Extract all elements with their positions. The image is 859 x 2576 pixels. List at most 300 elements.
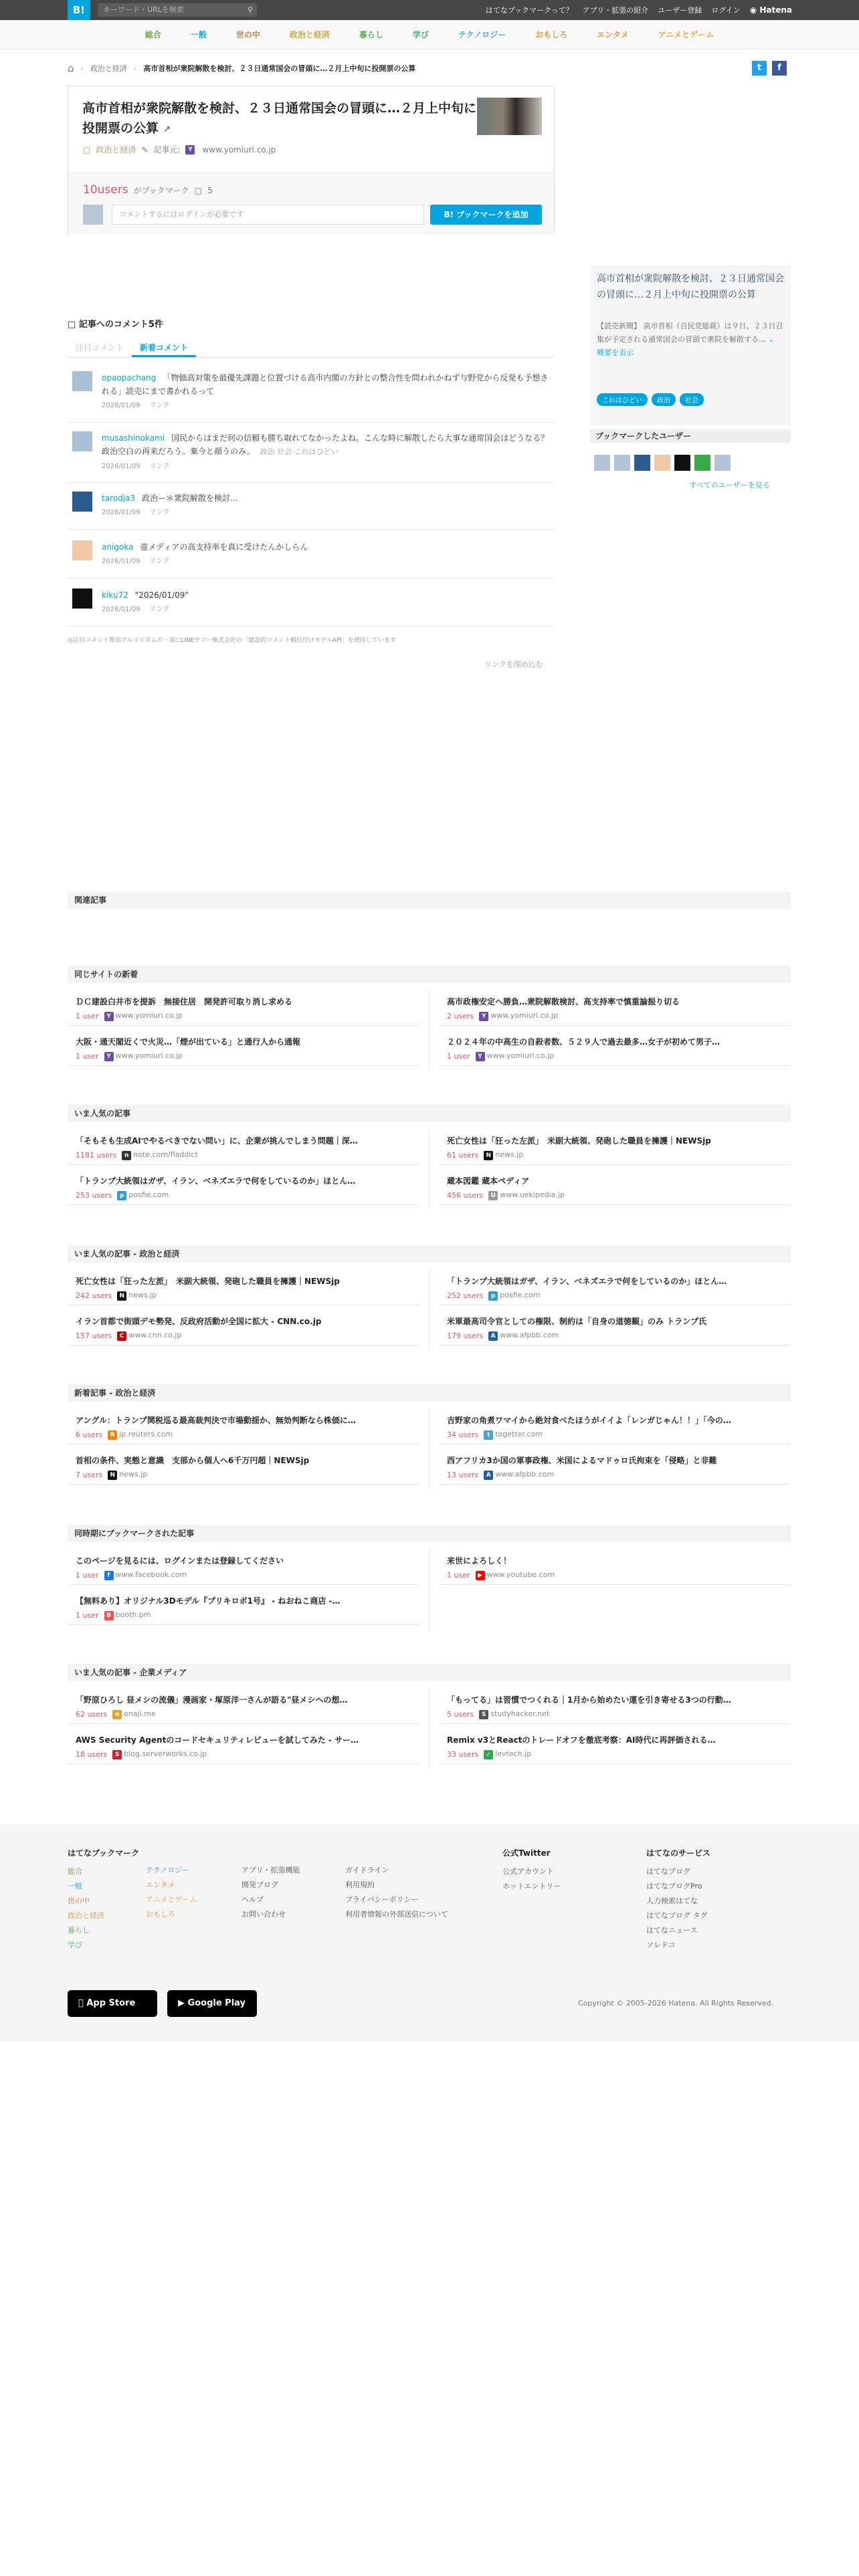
article-title[interactable]: 【無料あり】オリジナル3Dモデル『プリキロボ1号』 - ねおねこ商店 -…	[76, 1596, 341, 1606]
comment-link[interactable]: リンク	[149, 558, 170, 565]
entry-footer	[68, 172, 554, 235]
avatar[interactable]	[614, 455, 630, 471]
apps-link[interactable]: アプリ・拡張の紹介	[582, 6, 649, 15]
domain-text: studyhacker.net	[490, 1709, 550, 1718]
avatar[interactable]	[72, 431, 92, 451]
article-domain[interactable]	[104, 1610, 151, 1620]
article-users[interactable]: 179 users	[447, 1331, 484, 1340]
sidebar-summary-text	[597, 320, 784, 360]
avatar[interactable]	[72, 540, 92, 560]
comment-date: 2026/01/09	[102, 463, 140, 470]
domain-text: togetter.com	[495, 1430, 543, 1438]
comment-body	[102, 588, 554, 617]
article-users[interactable]: 1 user	[447, 1052, 470, 1061]
article-item[interactable]	[68, 1685, 419, 1724]
search-input[interactable]	[98, 3, 257, 17]
footer-link[interactable]: ガイドライン	[345, 1866, 389, 1874]
domain-text: posfie.com	[128, 1190, 169, 1199]
article-users[interactable]: 1181 users	[76, 1151, 117, 1160]
domain-text: www.yomiuri.co.jp	[115, 1011, 183, 1020]
article-title[interactable]: 死亡女性は「狂った左派」 米副大統領、発砲した職員を擁護｜NEWSjp	[76, 1277, 340, 1286]
article-item[interactable]	[439, 1406, 791, 1444]
article-domain[interactable]	[117, 1190, 169, 1200]
site-favicon-icon: ✓	[484, 1750, 493, 1759]
footer-link[interactable]: アプリ・拡張機能	[242, 1866, 300, 1874]
comment-user[interactable]: tarodja3	[102, 494, 136, 503]
article-meta	[76, 1709, 156, 1719]
divider	[68, 422, 555, 423]
avatar[interactable]	[72, 588, 92, 609]
sidebar-summary	[590, 265, 791, 425]
divider	[429, 1129, 430, 1209]
article-title[interactable]: 首相の条件、実態と意識 支部から個人へ6千万円超｜NEWSjp	[76, 1456, 310, 1465]
domain-text: jp.reuters.com	[119, 1430, 173, 1438]
comment-user[interactable]: musashinokami	[102, 433, 165, 443]
bookmark-icon: B!	[444, 210, 457, 219]
avatar[interactable]	[594, 455, 610, 471]
domain-text: onaji.me	[124, 1709, 156, 1718]
comment-user[interactable]: anigoka	[102, 542, 134, 552]
article-users[interactable]: 1 user	[447, 1571, 470, 1580]
article-title[interactable]: 来世によろしく！	[447, 1556, 512, 1566]
article-item[interactable]	[68, 1166, 419, 1205]
article-meta	[76, 1610, 151, 1620]
article-meta	[447, 1190, 565, 1200]
service-link[interactable]: はてなブログ タグ	[646, 1911, 708, 1920]
article-domain[interactable]	[476, 1570, 555, 1580]
tag[interactable]: これはひどい	[597, 393, 648, 406]
article-domain[interactable]	[488, 1190, 565, 1200]
about-link[interactable]: はてなブックマークって？	[485, 6, 573, 15]
article-item[interactable]	[439, 1725, 791, 1764]
article-meta	[447, 1291, 540, 1301]
nav-item-category[interactable]: 総合	[145, 30, 161, 39]
site-favicon-icon: U	[488, 1191, 498, 1200]
entry-thumbnail[interactable]	[477, 98, 542, 135]
entry-card	[68, 86, 555, 235]
article-title[interactable]: イラン首都で街頭デモ勢発、反政府活動が全国に拡大 - CNN.co.jp	[76, 1317, 322, 1326]
article-domain[interactable]	[117, 1291, 157, 1301]
service-link[interactable]: はてなブログPro	[646, 1882, 702, 1891]
comment-date: 2026/01/09	[102, 558, 140, 565]
nav-item-category[interactable]: 政治と経済	[289, 30, 330, 39]
comment-date: 2026/01/09	[102, 606, 140, 613]
article-title[interactable]: 高市政権安定へ勝負…衆院解散検討、高支持率で慎重論振り切る	[447, 997, 680, 1006]
entry-title[interactable]	[82, 98, 477, 140]
article-item[interactable]	[439, 1685, 791, 1724]
article-meta	[447, 1749, 531, 1759]
app-store-badge[interactable]	[68, 1990, 157, 2017]
domain-text: www.yomiuri.co.jp	[115, 1051, 183, 1060]
footer-link[interactable]: プライバシーポリシー	[345, 1895, 419, 1904]
site-favicon-icon: C	[117, 1331, 126, 1341]
article-title[interactable]: 西アフリカ3か国の軍事政権、米国によるマドゥロ氏拘束を「侵略」と非難	[447, 1456, 717, 1465]
comment-text: 「物価高対策を最優先課題と位置づける高市内閣の方針との整合性を問われかねず与野党から反発も予想される」読売にまで書かれるって	[102, 373, 549, 396]
article-domain[interactable]	[122, 1150, 198, 1160]
article-users[interactable]: 33 users	[447, 1750, 479, 1759]
footer-category-link[interactable]: エンタメ	[146, 1881, 175, 1889]
divider	[429, 990, 430, 1070]
footer-link[interactable]: お問い合わせ	[242, 1910, 286, 1919]
comment-text: "2026/01/09"	[134, 591, 189, 600]
site-favicon-icon: Y	[479, 1012, 488, 1021]
divider	[429, 1549, 430, 1629]
domain-text: www.yomiuri.co.jp	[490, 1011, 558, 1020]
divider	[68, 529, 555, 530]
site-favicon-icon: Y	[104, 1052, 114, 1061]
article-domain[interactable]	[488, 1331, 559, 1341]
site-favicon-icon: R	[108, 1430, 117, 1440]
comments-title	[68, 317, 163, 330]
nav-item-category[interactable]: テクノロジー	[458, 30, 506, 39]
app-store-label: App Store	[78, 1998, 127, 2008]
article-meta	[76, 1011, 183, 1021]
article-title[interactable]: Remix v3とReactのトレードオフを徹底考察：AI時代に再評価される…	[447, 1735, 716, 1745]
article-users[interactable]: 13 users	[447, 1471, 479, 1479]
avatar[interactable]	[694, 455, 710, 471]
comment-link[interactable]: リンク	[149, 606, 170, 613]
article-users[interactable]: 61 users	[447, 1151, 479, 1160]
footer-category-link[interactable]: 暮らし	[68, 1926, 90, 1935]
article-domain[interactable]	[484, 1150, 523, 1160]
site-favicon-icon: n	[122, 1151, 131, 1160]
comment-tags[interactable]: 政治 社会 これはひどい	[260, 447, 339, 456]
footer-link[interactable]: 利用規約	[345, 1881, 375, 1889]
article-title[interactable]: このページを見るには、ログインまたは登録してください	[76, 1556, 284, 1566]
facebook-icon[interactable]: f	[772, 61, 787, 76]
article-meta	[447, 1011, 558, 1021]
avatar[interactable]	[634, 455, 650, 471]
footer	[0, 1824, 859, 2042]
service-link[interactable]: ソレドコ	[646, 1941, 676, 1949]
domain-text: news.jp	[128, 1291, 157, 1299]
article-item[interactable]	[439, 1166, 791, 1205]
footer-col-app	[242, 1863, 300, 1922]
domain-text: www.youtube.com	[486, 1570, 555, 1579]
comment-count: 5	[207, 186, 213, 195]
avatar[interactable]	[72, 371, 92, 391]
service-link[interactable]: 人力検索はてな	[646, 1897, 698, 1905]
article-item[interactable]	[439, 1267, 791, 1305]
section-title: いま人気の記事	[68, 1105, 791, 1122]
section-title: 新着記事 - 政治と経済	[68, 1384, 791, 1402]
article-meta	[76, 1749, 207, 1759]
domain-text: www.uekipedia.jp	[500, 1190, 565, 1199]
comments-title-text: 記事へのコメント5件	[78, 320, 163, 330]
all-users-link[interactable]: すべてのユーザーを見る	[689, 481, 770, 490]
services-title: はてなのサービス	[646, 1848, 711, 1858]
article-users[interactable]: 456 users	[447, 1191, 484, 1200]
comment-body	[102, 431, 557, 473]
article-title[interactable]: 死亡女性は「狂った左派」 米副大統領、発砲した職員を擁護｜NEWSjp	[447, 1136, 711, 1146]
article-domain[interactable]	[104, 1011, 183, 1021]
article-meta	[447, 1331, 559, 1341]
avatar[interactable]	[714, 455, 731, 471]
comment-link[interactable]: リンク	[149, 402, 170, 409]
domain-text: note.com/fladdict	[133, 1150, 198, 1159]
search-icon[interactable]: ⚲	[247, 5, 253, 14]
external-link-icon: ↗	[163, 124, 171, 135]
summary-text: 【読売新聞】 高市首相（自民党総裁）は９日、２３日召集が予定される通常国会の冒頭で衆院を解散する…	[597, 322, 783, 344]
edit-icon[interactable]: ✎	[141, 144, 149, 154]
article-domain[interactable]	[112, 1709, 156, 1719]
bookmark-count[interactable]	[83, 183, 213, 197]
article-users[interactable]: 18 users	[76, 1750, 108, 1759]
article-title[interactable]: 蔵本図鑑 蔵本ペディア	[447, 1176, 530, 1186]
breadcrumb-chevron-icon: ›	[80, 64, 84, 73]
register-link[interactable]: ユーザー登録	[658, 6, 702, 15]
domain-text: news.jp	[495, 1150, 524, 1159]
section-title: いま人気の記事 - 政治と経済	[68, 1245, 791, 1263]
bookmark-label: がブックマーク	[133, 186, 189, 195]
article-domain[interactable]	[479, 1709, 549, 1719]
domain-text: news.jp	[119, 1470, 148, 1479]
article-users[interactable]: 6 users	[76, 1430, 103, 1439]
article-title[interactable]: 「もってる」は習慣でつくれる｜1月から始めたい運を引き寄せる3つの行動…	[447, 1695, 731, 1705]
footer-category-link[interactable]: 総合	[68, 1867, 82, 1876]
article-meta	[76, 1190, 169, 1200]
section-title: 同時期にブックマークされた記事	[68, 1525, 791, 1542]
article-domain[interactable]	[484, 1749, 531, 1759]
bookmarkers-title: ブックマークしたユーザー	[590, 429, 791, 443]
site-favicon-icon: N	[117, 1291, 126, 1301]
site-favicon-icon: p	[488, 1291, 498, 1301]
twitter-icon[interactable]: t	[752, 61, 767, 76]
nav-item-category[interactable]: おもしろ	[535, 30, 568, 39]
users-count: 10users	[83, 183, 128, 197]
article-domain[interactable]	[112, 1749, 207, 1759]
tag[interactable]: 社会	[680, 393, 704, 406]
article-title[interactable]: ＤＣ建設白井市を提訴 無接住居 開発許可取り消し求める	[76, 997, 293, 1006]
article-title[interactable]: 「トランプ大統領はガザ、イラン、ベネズエラで何をしているのか」ほとん…	[76, 1176, 356, 1186]
article-domain[interactable]	[104, 1570, 187, 1580]
article-users[interactable]: 242 users	[76, 1291, 112, 1300]
service-links	[646, 1864, 710, 1953]
article-users[interactable]: 1 user	[76, 1012, 99, 1021]
related-title: 関連記事	[68, 891, 791, 909]
section-title: いま人気の記事 - 企業メディア	[68, 1664, 791, 1681]
entry-domain[interactable]: www.yomiuri.co.jp	[202, 144, 276, 154]
home-icon[interactable]: ⌂	[68, 62, 74, 74]
article-domain[interactable]	[117, 1331, 181, 1341]
article-item[interactable]	[68, 1307, 419, 1346]
footer-link[interactable]: 利用者情報の外部送信について	[345, 1910, 448, 1919]
hatena-brand[interactable]: ◉ Hatena	[749, 5, 792, 15]
article-domain[interactable]	[104, 1051, 183, 1061]
footer-col-bookmark	[68, 1846, 139, 1953]
entry-title-text: 高市首相が衆院解散を検討、２３日通常国会の冒頭に…２月上中旬に投開票の公算	[82, 101, 477, 136]
article-title[interactable]: ２０２４年の中高生の自殺者数、５２９人で過去最多…女子が初めて男子…	[447, 1037, 721, 1047]
service-link[interactable]: はてなブログ	[646, 1867, 690, 1876]
article-item[interactable]	[68, 1027, 419, 1066]
source-label: 記事元:	[153, 145, 181, 154]
article-title[interactable]: 大阪・通天閣近くで火災…「煙が出ている」と通行人から通報	[76, 1037, 301, 1047]
nav-item-category[interactable]: 世の中	[235, 30, 260, 39]
article-users[interactable]: 1 user	[76, 1571, 99, 1580]
domain-text: posfie.com	[500, 1291, 541, 1299]
category-icon: ▢	[83, 144, 91, 154]
article-meta	[447, 1470, 554, 1480]
article-item[interactable]	[68, 1446, 419, 1485]
site-favicon-icon: Y	[476, 1052, 485, 1061]
article-domain[interactable]	[108, 1430, 173, 1440]
avatar[interactable]	[654, 455, 670, 471]
article-domain[interactable]	[108, 1470, 147, 1480]
domain-text: www.facebook.com	[115, 1570, 187, 1579]
service-link[interactable]: はてなニュース	[646, 1926, 698, 1935]
avatar[interactable]	[72, 492, 92, 512]
article-domain[interactable]	[484, 1430, 543, 1440]
article-item[interactable]	[439, 1027, 791, 1066]
twitter-link[interactable]: ホットエントリー	[502, 1882, 561, 1891]
domain-text: levtech.jp	[495, 1749, 532, 1758]
article-item[interactable]	[439, 1446, 791, 1485]
comment-tabs	[68, 339, 555, 358]
article-users[interactable]: 5 users	[447, 1710, 474, 1719]
avatar[interactable]	[674, 455, 690, 471]
article-item[interactable]	[439, 1126, 791, 1165]
footer-col-services	[646, 1846, 710, 1953]
comment-text: 壺メディアの高支持率を真に受けたんかしらん	[140, 542, 308, 552]
comment-user[interactable]: kiku72	[102, 591, 128, 600]
footer-category-list	[68, 1864, 139, 1953]
breadcrumb	[68, 60, 415, 76]
top-links	[486, 0, 792, 20]
divider	[429, 1688, 430, 1768]
article-item[interactable]	[439, 1546, 791, 1585]
comment-body	[102, 540, 554, 568]
footer-category-link[interactable]: おもしろ	[146, 1910, 175, 1919]
apple-icon	[78, 1998, 86, 2008]
article-title[interactable]: 米軍最高司令官としての権限、制約は「自身の道徳観」のみ トランプ氏	[447, 1317, 707, 1326]
article-item[interactable]	[68, 1586, 419, 1625]
article-meta	[447, 1150, 523, 1160]
domain-text: www.cnn.co.jp	[128, 1331, 182, 1339]
article-title[interactable]: アングル：トランプ関税巡る最高裁判決で市場動揺か、無効判断なら株価に…	[76, 1416, 356, 1425]
article-users[interactable]: 2 users	[447, 1012, 474, 1021]
site-favicon-icon: p	[117, 1191, 126, 1200]
article-users[interactable]: 62 users	[76, 1710, 108, 1719]
article-users[interactable]: 1 user	[76, 1052, 99, 1061]
breadcrumb-title: 高市首相が衆院解散を検討、２３日通常国会の冒頭に…２月上中旬に投開票の公算	[143, 64, 416, 73]
article-item[interactable]	[439, 987, 791, 1026]
footer-category-link[interactable]: アニメとゲーム	[146, 1895, 197, 1904]
entry-meta	[83, 144, 276, 155]
site-favicon-icon: f	[104, 1571, 114, 1580]
domain-text: booth.pm	[115, 1610, 151, 1619]
domain-text: www.yomiuri.co.jp	[486, 1051, 555, 1060]
divider	[68, 626, 555, 627]
google-play-badge[interactable]	[167, 1990, 257, 2017]
footer-link[interactable]: ヘルプ	[242, 1895, 264, 1904]
comment-link[interactable]: リンク	[149, 509, 170, 516]
article-users[interactable]: 253 users	[76, 1191, 112, 1200]
footer-category-link[interactable]: 政治と経済	[68, 1911, 104, 1920]
share-buttons	[752, 61, 787, 76]
article-item[interactable]	[68, 1546, 419, 1585]
article-domain[interactable]	[484, 1470, 554, 1480]
hatena-bookmark-logo[interactable]: B!	[68, 0, 90, 20]
comment-date: 2026/01/09	[102, 509, 140, 516]
summary-more-link[interactable]: ⌄ 概要を表示	[597, 335, 775, 357]
site-favicon-icon: A	[484, 1471, 493, 1480]
breadcrumb-chevron-icon: ›	[133, 64, 137, 73]
site-favicon-icon: o	[112, 1710, 122, 1719]
footer-link[interactable]: 開発ブログ	[242, 1881, 278, 1889]
article-domain[interactable]	[476, 1051, 555, 1061]
footer-title: はてなブックマーク	[68, 1848, 140, 1858]
article-item[interactable]	[68, 1406, 419, 1444]
article-meta	[76, 1470, 147, 1480]
breadcrumb-category[interactable]: 政治と経済	[90, 64, 127, 73]
article-title[interactable]: 「野原ひろし 昼メシの流儀」漫画家・塚原洋一さんが語る"昼メシへの想…	[76, 1695, 348, 1705]
footer-category-link[interactable]: 学び	[68, 1941, 82, 1949]
comment-icon: □	[68, 320, 79, 330]
article-title[interactable]: 「トランプ大統領はガザ、イラン、ベネズエラで何をしているのか」ほとん…	[447, 1277, 727, 1286]
article-item[interactable]	[68, 1267, 419, 1305]
article-users[interactable]: 1 user	[76, 1611, 99, 1620]
article-domain[interactable]	[488, 1291, 540, 1301]
site-favicon-icon: ▶	[476, 1571, 485, 1580]
comment-link[interactable]: リンク	[149, 463, 170, 470]
sidebar-title[interactable]: 高市首相が衆院解散を検討、２３日通常国会の冒頭に…２月上中旬に投開票の公算	[597, 274, 784, 300]
footer-col-legal	[345, 1863, 448, 1922]
footer-category-link[interactable]: テクノロジー	[146, 1866, 190, 1874]
nav-item-category[interactable]: 暮らし	[359, 30, 383, 39]
comment-body	[102, 492, 554, 520]
tag[interactable]: 政治	[652, 393, 676, 406]
site-favicon-icon: B	[104, 1611, 114, 1620]
twitter-link[interactable]: 公式アカウント	[502, 1867, 554, 1876]
site-favicon-icon: S	[479, 1710, 488, 1719]
comment-input[interactable]: コメントするにはログインが必要です	[112, 205, 424, 225]
tab-popular[interactable]: 注目コメント	[76, 343, 124, 352]
site-favicon-icon: S	[112, 1750, 122, 1759]
article-item[interactable]	[68, 987, 419, 1026]
domain-text: blog.serverworks.co.jp	[124, 1749, 207, 1758]
article-users[interactable]: 7 users	[76, 1471, 103, 1479]
article-item[interactable]	[68, 1725, 419, 1764]
embed-link[interactable]: リンクを埋め込む	[484, 660, 543, 669]
search-placeholder: キーワード・URLを検索	[103, 5, 184, 14]
footer-category-link[interactable]: 一般	[68, 1882, 82, 1891]
article-item[interactable]	[439, 1307, 791, 1346]
article-domain[interactable]	[479, 1011, 558, 1021]
tab-new[interactable]: 新着コメント	[132, 339, 196, 357]
summary-more-label: 概要を表示	[597, 348, 634, 357]
footer-category-link[interactable]: 世の中	[68, 1897, 90, 1905]
nav-item-category[interactable]: エンタメ	[597, 30, 629, 39]
article-title[interactable]: 「そもそも生成AIでやるべきでない問い」に、企業が挑んでしまう問題｜深…	[76, 1136, 358, 1146]
login-link[interactable]: ログイン	[711, 6, 741, 15]
article-users[interactable]: 34 users	[447, 1430, 479, 1439]
hatena-brand-label: Hatena	[759, 5, 792, 15]
nav-item-category[interactable]: 一般	[190, 30, 207, 39]
section-title: 同じサイトの新着	[68, 966, 791, 983]
nav-item-category[interactable]: アニメとゲーム	[658, 30, 714, 39]
algorithm-note: ◎注目コメント算出アルゴリズムの一部にLINEヤフー株式会社の「建設的コメント順位付けモデルAPI」を使用しています	[68, 637, 396, 644]
article-title[interactable]: 吉野家の角煮ワマイから絶対食べたほうがイイよ「レンガじゃん！！」「今の…	[447, 1416, 731, 1425]
article-title[interactable]: AWS Security Agentのコードセキュリティレビューを試してみた - サー…	[76, 1735, 359, 1745]
copyright: Copyright © 2005-2026 Hatena. All Rights Reserved.	[578, 1999, 774, 2008]
article-users[interactable]: 157 users	[76, 1331, 112, 1340]
article-users[interactable]: 252 users	[447, 1291, 484, 1300]
article-item[interactable]	[68, 1126, 419, 1165]
comment-user[interactable]: opaopachang	[102, 373, 157, 383]
nav-item-category[interactable]: 学び	[412, 30, 429, 39]
entry-category[interactable]: 政治と経済	[96, 145, 136, 154]
add-bookmark-button[interactable]	[430, 205, 542, 225]
